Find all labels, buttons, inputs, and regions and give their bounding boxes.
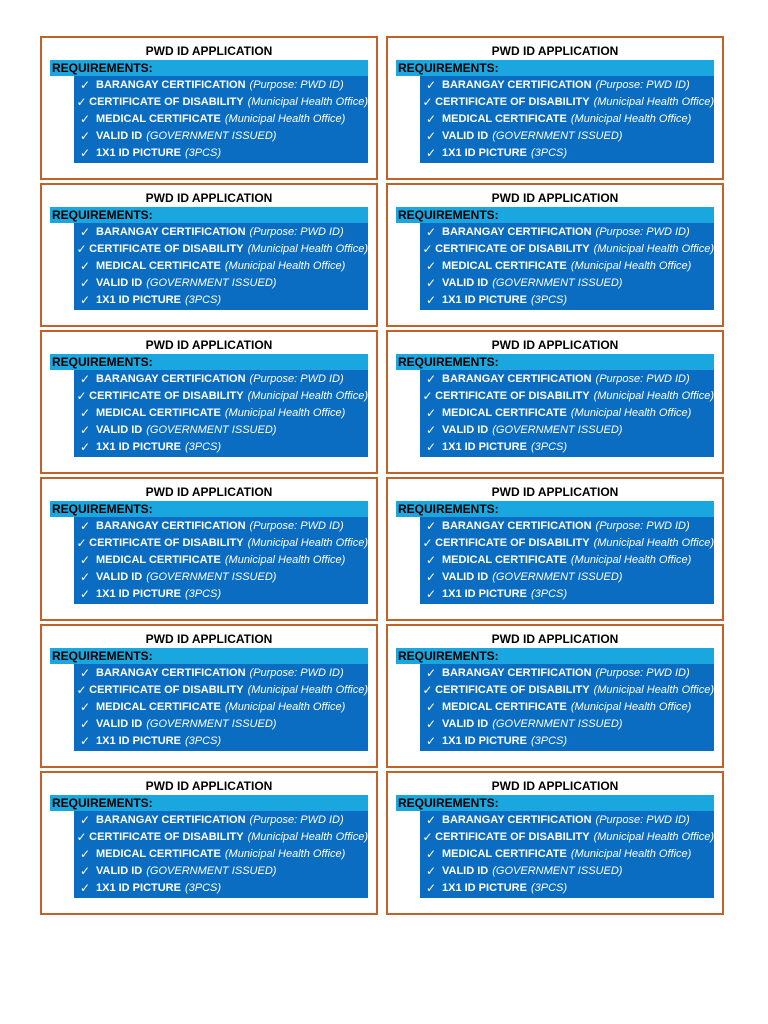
requirement-item (420, 94, 714, 111)
card-row (40, 477, 724, 623)
checkmark-icon: ✓ (76, 830, 87, 844)
checkmark-icon: ✓ (79, 276, 91, 290)
requirement-item (74, 258, 368, 275)
requirement-note: (GOVERNMENT ISSUED) (146, 277, 277, 289)
requirement-item (74, 224, 368, 241)
requirement-note: (Purpose: PWD ID) (249, 79, 344, 91)
requirement-item (420, 812, 714, 829)
requirement-note: (Municipal Health Office) (224, 260, 346, 272)
requirement-item (74, 439, 368, 456)
requirement-note: (3PCS) (530, 735, 568, 747)
checkmark-icon: ✓ (425, 587, 437, 601)
requirement-name: VALID ID (96, 424, 143, 436)
requirement-name: VALID ID (442, 424, 489, 436)
requirement-name: MEDICAL CERTIFICATE (96, 260, 221, 272)
checkmark-icon: ✓ (425, 864, 437, 878)
checkmark-icon: ✓ (425, 406, 437, 420)
requirement-note: (Municipal Health Office) (224, 113, 346, 125)
card-row (40, 330, 724, 476)
requirement-name: VALID ID (442, 718, 489, 730)
requirements-label: REQUIREMENTS: (50, 60, 368, 76)
requirement-name: 1X1 ID PICTURE (96, 588, 181, 600)
requirement-item (420, 77, 714, 94)
requirement-item (74, 733, 368, 750)
requirement-note: (Municipal Health Office) (593, 537, 714, 549)
requirement-note: (Purpose: PWD ID) (249, 373, 344, 385)
checkmark-icon: ✓ (422, 242, 433, 256)
requirement-note: (Municipal Health Office) (224, 848, 346, 860)
requirement-note: (Municipal Health Office) (247, 390, 368, 402)
requirement-note: (GOVERNMENT ISSUED) (146, 571, 277, 583)
requirement-note: (Municipal Health Office) (593, 831, 714, 843)
requirement-name: 1X1 ID PICTURE (442, 588, 527, 600)
requirement-item (420, 292, 714, 309)
requirement-note: (GOVERNMENT ISSUED) (492, 130, 623, 142)
card-row (40, 771, 724, 917)
checkmark-icon: ✓ (425, 881, 437, 895)
requirement-item (420, 682, 714, 699)
requirements-label: REQUIREMENTS: (396, 648, 714, 664)
checkmark-icon: ✓ (425, 666, 437, 680)
requirement-name: BARANGAY CERTIFICATION (96, 667, 246, 679)
requirement-item (74, 535, 368, 552)
checkmark-icon: ✓ (79, 259, 91, 273)
requirement-item (74, 846, 368, 863)
checkmark-icon: ✓ (425, 813, 437, 827)
card-grid (40, 36, 724, 918)
requirement-item (74, 111, 368, 128)
requirement-item (74, 292, 368, 309)
requirements-list (74, 811, 368, 898)
checkmark-icon: ✓ (79, 519, 91, 533)
requirements-list (74, 370, 368, 457)
requirement-name: VALID ID (96, 277, 143, 289)
card-row (40, 36, 724, 182)
requirement-name: MEDICAL CERTIFICATE (442, 701, 567, 713)
requirement-item (74, 371, 368, 388)
checkmark-icon: ✓ (79, 129, 91, 143)
requirement-item (74, 665, 368, 682)
requirement-note: (Municipal Health Office) (247, 831, 368, 843)
requirement-note: (Purpose: PWD ID) (249, 226, 344, 238)
checkmark-icon: ✓ (79, 847, 91, 861)
requirement-item (74, 388, 368, 405)
requirement-item (74, 829, 368, 846)
requirements-label: REQUIREMENTS: (50, 648, 368, 664)
requirement-item (420, 145, 714, 162)
requirement-item (420, 388, 714, 405)
checkmark-icon: ✓ (79, 734, 91, 748)
checkmark-icon: ✓ (76, 536, 87, 550)
checkmark-icon: ✓ (422, 389, 433, 403)
requirement-name: VALID ID (96, 718, 143, 730)
requirement-note: (Municipal Health Office) (593, 390, 714, 402)
requirement-note: (3PCS) (184, 441, 222, 453)
checkmark-icon: ✓ (425, 440, 437, 454)
requirement-name: VALID ID (442, 571, 489, 583)
checkmark-icon: ✓ (425, 129, 437, 143)
requirement-name: 1X1 ID PICTURE (442, 147, 527, 159)
checkmark-icon: ✓ (79, 406, 91, 420)
checkmark-icon: ✓ (422, 683, 433, 697)
checkmark-icon: ✓ (79, 146, 91, 160)
requirement-item (420, 518, 714, 535)
requirement-name: BARANGAY CERTIFICATION (96, 520, 246, 532)
requirement-note: (Purpose: PWD ID) (595, 814, 690, 826)
checkmark-icon: ✓ (76, 683, 87, 697)
requirement-item (74, 699, 368, 716)
requirement-note: (3PCS) (530, 441, 568, 453)
requirement-note: (Municipal Health Office) (570, 848, 692, 860)
requirement-name: MEDICAL CERTIFICATE (442, 113, 567, 125)
requirements-label: REQUIREMENTS: (396, 795, 714, 811)
requirement-note: (GOVERNMENT ISSUED) (492, 571, 623, 583)
requirement-note: (3PCS) (530, 147, 568, 159)
requirement-note: (3PCS) (184, 294, 222, 306)
requirement-note: (3PCS) (184, 147, 222, 159)
requirement-name: BARANGAY CERTIFICATION (96, 373, 246, 385)
checkmark-icon: ✓ (425, 372, 437, 386)
checkmark-icon: ✓ (425, 734, 437, 748)
requirements-list (420, 811, 714, 898)
requirement-name: MEDICAL CERTIFICATE (442, 848, 567, 860)
requirement-name: BARANGAY CERTIFICATION (442, 79, 592, 91)
requirement-name: 1X1 ID PICTURE (96, 882, 181, 894)
checkmark-icon: ✓ (425, 717, 437, 731)
checkmark-icon: ✓ (79, 372, 91, 386)
checkmark-icon: ✓ (76, 95, 87, 109)
requirement-item (420, 258, 714, 275)
requirement-name: BARANGAY CERTIFICATION (96, 79, 246, 91)
requirement-note: (Purpose: PWD ID) (595, 79, 690, 91)
requirement-note: (GOVERNMENT ISSUED) (146, 424, 277, 436)
requirement-name: MEDICAL CERTIFICATE (96, 407, 221, 419)
pwd-id-card (386, 624, 724, 768)
requirement-item (420, 863, 714, 880)
card-title: PWD ID APPLICATION (145, 485, 273, 499)
requirement-note: (Municipal Health Office) (224, 407, 346, 419)
requirement-item (74, 94, 368, 111)
requirement-note: (GOVERNMENT ISSUED) (492, 865, 623, 877)
checkmark-icon: ✓ (425, 259, 437, 273)
requirement-note: (Municipal Health Office) (593, 243, 714, 255)
pwd-id-card (386, 183, 724, 327)
requirement-item (420, 552, 714, 569)
requirement-note: (GOVERNMENT ISSUED) (492, 277, 623, 289)
requirement-name: CERTIFICATE OF DISABILITY (89, 243, 244, 255)
checkmark-icon: ✓ (79, 881, 91, 895)
requirement-item (74, 518, 368, 535)
requirement-name: BARANGAY CERTIFICATION (442, 667, 592, 679)
requirement-note: (Purpose: PWD ID) (249, 667, 344, 679)
requirement-item (420, 716, 714, 733)
pwd-id-card (40, 771, 378, 915)
requirement-item (420, 371, 714, 388)
requirement-item (74, 422, 368, 439)
requirement-name: 1X1 ID PICTURE (442, 882, 527, 894)
requirement-note: (GOVERNMENT ISSUED) (146, 718, 277, 730)
checkmark-icon: ✓ (79, 864, 91, 878)
requirements-label: REQUIREMENTS: (50, 354, 368, 370)
requirement-name: CERTIFICATE OF DISABILITY (435, 390, 590, 402)
requirement-name: MEDICAL CERTIFICATE (96, 554, 221, 566)
requirement-name: VALID ID (442, 865, 489, 877)
requirement-note: (GOVERNMENT ISSUED) (146, 130, 277, 142)
requirement-name: CERTIFICATE OF DISABILITY (89, 96, 244, 108)
requirement-name: BARANGAY CERTIFICATION (442, 520, 592, 532)
requirement-name: CERTIFICATE OF DISABILITY (435, 243, 590, 255)
requirement-item (74, 145, 368, 162)
checkmark-icon: ✓ (76, 389, 87, 403)
requirements-label: REQUIREMENTS: (396, 60, 714, 76)
checkmark-icon: ✓ (425, 553, 437, 567)
requirement-note: (Municipal Health Office) (247, 537, 368, 549)
requirement-item (74, 880, 368, 897)
requirement-item (420, 846, 714, 863)
requirement-note: (GOVERNMENT ISSUED) (146, 865, 277, 877)
requirement-name: 1X1 ID PICTURE (442, 735, 527, 747)
requirement-note: (GOVERNMENT ISSUED) (492, 718, 623, 730)
checkmark-icon: ✓ (79, 587, 91, 601)
requirement-note: (Municipal Health Office) (224, 701, 346, 713)
requirement-name: MEDICAL CERTIFICATE (96, 701, 221, 713)
requirement-item (420, 128, 714, 145)
requirement-item (74, 812, 368, 829)
requirements-label: REQUIREMENTS: (50, 501, 368, 517)
card-title: PWD ID APPLICATION (145, 632, 273, 646)
requirement-item (420, 224, 714, 241)
requirement-item (420, 880, 714, 897)
requirement-note: (Purpose: PWD ID) (595, 520, 690, 532)
checkmark-icon: ✓ (79, 717, 91, 731)
checkmark-icon: ✓ (79, 700, 91, 714)
requirement-name: MEDICAL CERTIFICATE (442, 260, 567, 272)
card-title: PWD ID APPLICATION (491, 485, 619, 499)
checkmark-icon: ✓ (425, 78, 437, 92)
requirement-note: (3PCS) (184, 588, 222, 600)
requirement-item (74, 682, 368, 699)
checkmark-icon: ✓ (425, 847, 437, 861)
requirement-name: 1X1 ID PICTURE (442, 441, 527, 453)
card-title: PWD ID APPLICATION (491, 632, 619, 646)
checkmark-icon: ✓ (79, 112, 91, 126)
card-title: PWD ID APPLICATION (491, 191, 619, 205)
requirement-item (74, 552, 368, 569)
requirement-name: VALID ID (96, 865, 143, 877)
checkmark-icon: ✓ (79, 666, 91, 680)
pwd-id-card (386, 771, 724, 915)
requirement-note: (Municipal Health Office) (570, 407, 692, 419)
requirement-note: (Municipal Health Office) (570, 260, 692, 272)
checkmark-icon: ✓ (79, 553, 91, 567)
pwd-id-card (386, 330, 724, 474)
checkmark-icon: ✓ (422, 830, 433, 844)
requirement-name: MEDICAL CERTIFICATE (96, 113, 221, 125)
checkmark-icon: ✓ (425, 700, 437, 714)
checkmark-icon: ✓ (79, 813, 91, 827)
requirement-item (420, 439, 714, 456)
requirement-item (420, 665, 714, 682)
checkmark-icon: ✓ (425, 423, 437, 437)
checkmark-icon: ✓ (422, 95, 433, 109)
requirement-name: BARANGAY CERTIFICATION (96, 226, 246, 238)
requirement-item (420, 829, 714, 846)
requirement-note: (Purpose: PWD ID) (595, 226, 690, 238)
requirements-label: REQUIREMENTS: (396, 354, 714, 370)
requirement-note: (3PCS) (530, 588, 568, 600)
requirement-name: CERTIFICATE OF DISABILITY (89, 537, 244, 549)
requirements-list (74, 664, 368, 751)
pwd-id-card (40, 183, 378, 327)
requirement-note: (Purpose: PWD ID) (595, 667, 690, 679)
requirements-label: REQUIREMENTS: (396, 501, 714, 517)
requirement-name: VALID ID (442, 130, 489, 142)
checkmark-icon: ✓ (425, 146, 437, 160)
checkmark-icon: ✓ (425, 293, 437, 307)
requirement-item (420, 405, 714, 422)
requirement-note: (3PCS) (184, 735, 222, 747)
requirement-item (420, 535, 714, 552)
requirement-item (420, 569, 714, 586)
card-title: PWD ID APPLICATION (145, 44, 273, 58)
requirement-name: CERTIFICATE OF DISABILITY (435, 537, 590, 549)
requirement-note: (Municipal Health Office) (593, 96, 714, 108)
checkmark-icon: ✓ (425, 519, 437, 533)
requirements-list (420, 223, 714, 310)
requirement-note: (Purpose: PWD ID) (249, 520, 344, 532)
card-title: PWD ID APPLICATION (491, 338, 619, 352)
checkmark-icon: ✓ (79, 570, 91, 584)
card-title: PWD ID APPLICATION (145, 779, 273, 793)
requirement-item (420, 241, 714, 258)
requirement-note: (GOVERNMENT ISSUED) (492, 424, 623, 436)
pwd-id-card (40, 624, 378, 768)
requirement-note: (Municipal Health Office) (570, 701, 692, 713)
requirement-name: BARANGAY CERTIFICATION (442, 226, 592, 238)
checkmark-icon: ✓ (76, 242, 87, 256)
requirement-note: (Purpose: PWD ID) (249, 814, 344, 826)
requirement-item (74, 586, 368, 603)
requirement-note: (3PCS) (530, 882, 568, 894)
checkmark-icon: ✓ (425, 570, 437, 584)
requirement-name: 1X1 ID PICTURE (96, 294, 181, 306)
card-row (40, 624, 724, 770)
pwd-id-card (40, 36, 378, 180)
requirements-label: REQUIREMENTS: (50, 207, 368, 223)
card-title: PWD ID APPLICATION (491, 779, 619, 793)
requirement-name: CERTIFICATE OF DISABILITY (89, 684, 244, 696)
requirement-item (74, 716, 368, 733)
checkmark-icon: ✓ (422, 536, 433, 550)
requirement-name: MEDICAL CERTIFICATE (442, 407, 567, 419)
requirement-name: MEDICAL CERTIFICATE (442, 554, 567, 566)
card-row (40, 183, 724, 329)
requirement-note: (Purpose: PWD ID) (595, 373, 690, 385)
requirement-item (420, 275, 714, 292)
requirement-name: CERTIFICATE OF DISABILITY (435, 684, 590, 696)
requirements-list (74, 223, 368, 310)
requirement-item (420, 422, 714, 439)
requirement-note: (Municipal Health Office) (247, 243, 368, 255)
requirement-name: CERTIFICATE OF DISABILITY (89, 390, 244, 402)
requirement-item (74, 128, 368, 145)
requirement-name: CERTIFICATE OF DISABILITY (435, 831, 590, 843)
requirement-name: CERTIFICATE OF DISABILITY (435, 96, 590, 108)
checkmark-icon: ✓ (79, 423, 91, 437)
requirement-item (74, 77, 368, 94)
requirement-note: (Municipal Health Office) (224, 554, 346, 566)
requirement-name: 1X1 ID PICTURE (96, 735, 181, 747)
requirement-note: (3PCS) (530, 294, 568, 306)
requirement-name: 1X1 ID PICTURE (96, 441, 181, 453)
pwd-id-card (386, 36, 724, 180)
requirement-note: (Municipal Health Office) (593, 684, 714, 696)
requirement-note: (3PCS) (184, 882, 222, 894)
requirements-list (74, 517, 368, 604)
pwd-id-card (40, 477, 378, 621)
requirement-name: VALID ID (442, 277, 489, 289)
card-title: PWD ID APPLICATION (491, 44, 619, 58)
requirements-label: REQUIREMENTS: (396, 207, 714, 223)
requirement-item (74, 569, 368, 586)
card-title: PWD ID APPLICATION (145, 191, 273, 205)
card-title: PWD ID APPLICATION (145, 338, 273, 352)
requirement-name: BARANGAY CERTIFICATION (96, 814, 246, 826)
checkmark-icon: ✓ (79, 225, 91, 239)
pwd-id-card (40, 330, 378, 474)
requirement-note: (Municipal Health Office) (570, 113, 692, 125)
requirement-item (420, 699, 714, 716)
requirements-list (420, 76, 714, 163)
requirements-list (420, 370, 714, 457)
requirements-list (74, 76, 368, 163)
requirements-list (420, 517, 714, 604)
requirement-name: MEDICAL CERTIFICATE (96, 848, 221, 860)
requirement-name: VALID ID (96, 130, 143, 142)
requirement-item (74, 241, 368, 258)
pwd-id-card (386, 477, 724, 621)
requirement-name: 1X1 ID PICTURE (96, 147, 181, 159)
requirement-item (74, 863, 368, 880)
requirement-name: BARANGAY CERTIFICATION (442, 373, 592, 385)
checkmark-icon: ✓ (79, 440, 91, 454)
checkmark-icon: ✓ (425, 112, 437, 126)
requirement-name: 1X1 ID PICTURE (442, 294, 527, 306)
checkmark-icon: ✓ (79, 78, 91, 92)
requirement-name: BARANGAY CERTIFICATION (442, 814, 592, 826)
requirement-note: (Municipal Health Office) (247, 684, 368, 696)
requirements-list (420, 664, 714, 751)
checkmark-icon: ✓ (425, 225, 437, 239)
requirement-item (420, 733, 714, 750)
requirement-note: (Municipal Health Office) (570, 554, 692, 566)
requirement-note: (Municipal Health Office) (247, 96, 368, 108)
requirement-item (74, 275, 368, 292)
requirements-label: REQUIREMENTS: (50, 795, 368, 811)
requirement-name: CERTIFICATE OF DISABILITY (89, 831, 244, 843)
requirement-item (74, 405, 368, 422)
requirement-item (420, 586, 714, 603)
checkmark-icon: ✓ (425, 276, 437, 290)
checkmark-icon: ✓ (79, 293, 91, 307)
requirement-item (420, 111, 714, 128)
requirement-name: VALID ID (96, 571, 143, 583)
